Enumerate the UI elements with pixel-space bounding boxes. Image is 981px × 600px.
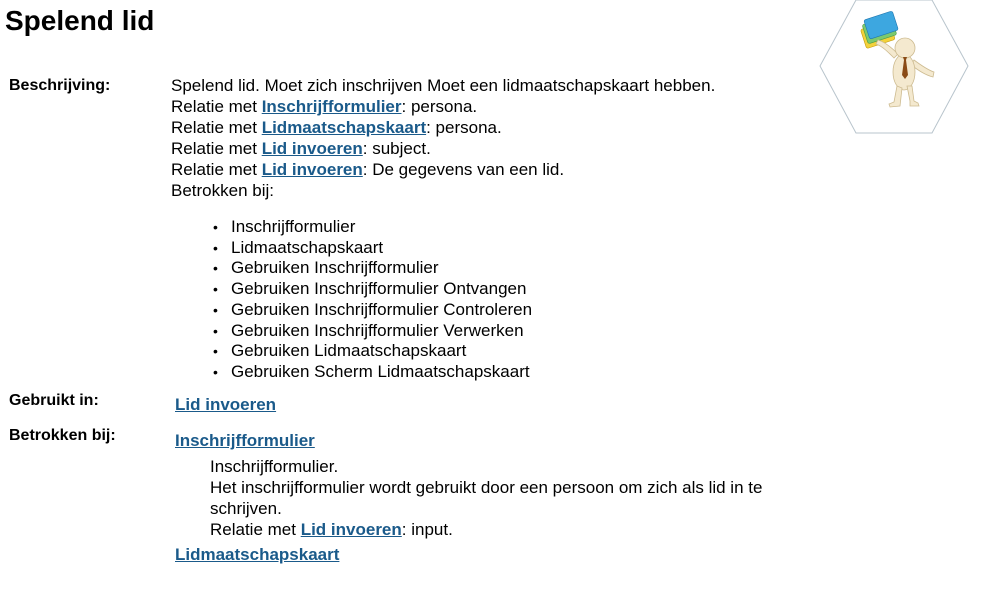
list-item: • Gebruiken Inschrijfformulier Ontvangen	[210, 279, 532, 300]
relation-line	[171, 159, 715, 180]
figure-holding-cards-icon	[818, 0, 970, 135]
relation-line	[210, 519, 762, 540]
relation-line	[171, 138, 715, 159]
gebruikt-in-label: Gebruikt in:	[9, 392, 99, 409]
relation-prefix: Relatie met	[210, 520, 301, 539]
relation-line	[171, 96, 715, 117]
beschrijving-text: Spelend lid. Moet zich inschrijven Moet een lidmaatschapskaart hebben.	[171, 76, 716, 95]
list-item: • Lidmaatschapskaart	[210, 238, 532, 259]
inschrijfformulier-entry-link	[175, 430, 315, 451]
relation-line	[171, 117, 715, 138]
list-item: • Gebruiken Inschrijfformulier Controleren	[210, 300, 532, 321]
lid-invoeren-link[interactable]: Lid invoeren	[175, 395, 277, 414]
relation-suffix: : subject.	[362, 139, 431, 158]
lid-invoeren-link[interactable]: Lid invoeren	[300, 520, 402, 539]
betrokken-list	[210, 217, 532, 383]
gebruikt-in-section	[175, 394, 276, 415]
list-item: • Gebruiken Scherm Lidmaatschapskaart	[210, 362, 532, 383]
lid-invoeren-link[interactable]: Lid invoeren	[261, 160, 363, 179]
beschrijving-section	[171, 75, 715, 201]
betrokken-bij-label: Betrokken bij:	[9, 427, 116, 444]
description-line: schrijven.	[210, 499, 282, 518]
relation-prefix: Relatie met	[171, 139, 262, 158]
inschrijfformulier-link[interactable]: Inschrijfformulier	[175, 431, 315, 450]
list-item: • Gebruiken Inschrijfformulier Verwerken	[210, 321, 532, 342]
relation-prefix: Relatie met	[171, 118, 262, 137]
inschrijfformulier-entry-description	[210, 456, 762, 540]
list-item: • Gebruiken Lidmaatschapskaart	[210, 341, 532, 362]
lidmaatschapskaart-link[interactable]: Lidmaatschapskaart	[175, 545, 340, 564]
relation-prefix: Relatie met	[171, 160, 262, 179]
page-title: Spelend lid	[5, 5, 155, 36]
list-item: • Inschrijfformulier	[210, 217, 532, 238]
betrokken-bij-text: Betrokken bij:	[171, 181, 274, 200]
relation-suffix: : persona.	[426, 118, 502, 137]
beschrijving-label: Beschrijving:	[9, 77, 111, 94]
lidmaatschapskaart-entry-link	[175, 544, 339, 565]
relation-suffix: : persona.	[401, 97, 478, 116]
relation-suffix: : input.	[401, 520, 453, 539]
relation-suffix: : De gegevens van een lid.	[362, 160, 565, 179]
inschrijfformulier-link[interactable]: Inschrijfformulier	[261, 97, 402, 116]
relation-prefix: Relatie met	[171, 97, 262, 116]
lidmaatschapskaart-link[interactable]: Lidmaatschapskaart	[261, 118, 427, 137]
description-line: Het inschrijfformulier wordt gebruikt door een persoon om zich als lid in te	[210, 478, 763, 497]
list-item: • Gebruiken Inschrijfformulier	[210, 258, 532, 279]
lid-invoeren-link[interactable]: Lid invoeren	[261, 139, 363, 158]
description-line: Inschrijfformulier.	[210, 457, 339, 476]
